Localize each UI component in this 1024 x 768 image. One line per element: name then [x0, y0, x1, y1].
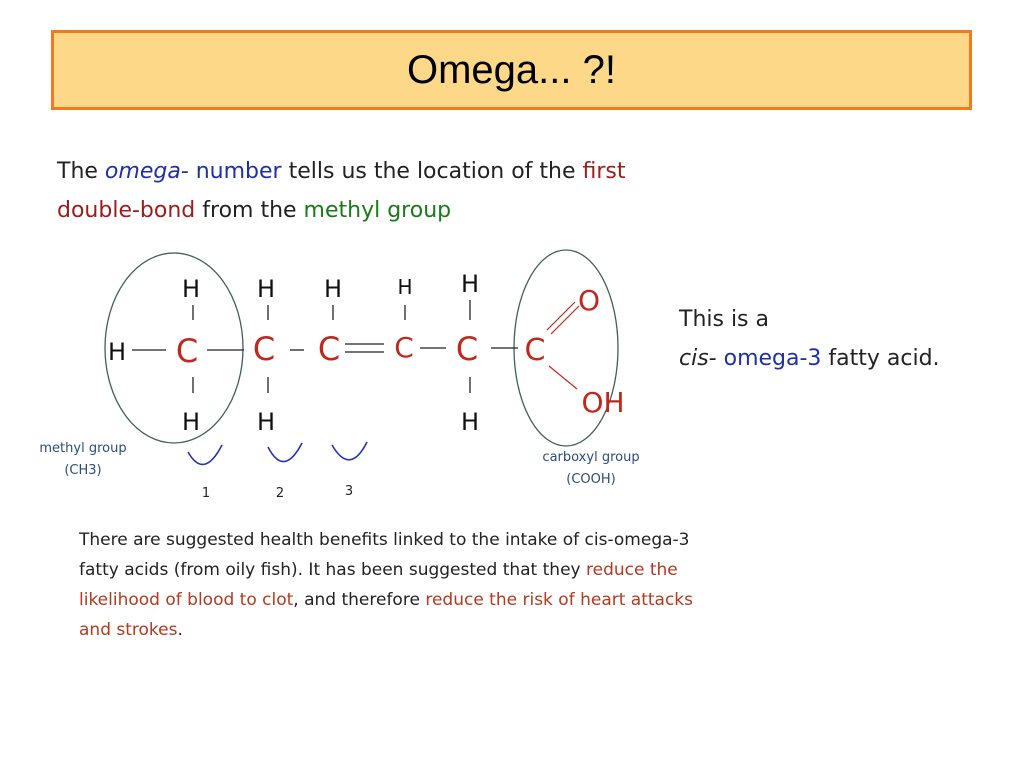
- hydrogen-c4-top: H: [397, 275, 413, 299]
- count-2: 2: [275, 486, 285, 501]
- acid-type-note: [679, 300, 940, 378]
- hydrogen-c5-bottom: H: [460, 408, 480, 436]
- hydrogen-c2-top: H: [256, 275, 276, 303]
- carboxyl-group-label: carboxyl group: [542, 450, 640, 465]
- count-numbers: [202, 484, 353, 501]
- carbon-6: C: [524, 333, 546, 368]
- note-omega-3: omega-3: [723, 346, 822, 371]
- slide-title: Omega... ?!: [407, 47, 616, 92]
- note-rest: fatty acid.: [821, 346, 940, 371]
- carbon-3: C: [317, 330, 341, 368]
- carbon-1: C: [175, 332, 199, 370]
- hydroxyl-group: OH: [581, 386, 625, 419]
- group-labels: [39, 441, 639, 487]
- c-o-double-bond-a: [547, 302, 575, 330]
- count-arc-2: [268, 443, 302, 462]
- hydrogen-left: H: [107, 338, 127, 366]
- intro-double-bond: double-bond: [57, 198, 196, 223]
- note-line-1: This is a: [679, 307, 769, 332]
- c-oh-bond: [549, 366, 577, 389]
- carboxyl-group-formula: (COOH): [566, 472, 616, 487]
- health-benefits-text: [79, 525, 719, 645]
- benefits-highlight-heart: reduce the risk of heart attacks and strokes: [79, 590, 694, 640]
- carbon-2: C: [252, 330, 276, 368]
- hydrogen-c5-top: H: [460, 270, 480, 298]
- carbon-4: C: [394, 331, 414, 364]
- carbon-5: C: [455, 330, 479, 368]
- intro-methyl-group: methyl group: [303, 198, 452, 223]
- count-arc-1: [188, 445, 222, 464]
- hydrogen-c1-top: H: [181, 275, 201, 303]
- intro-part: The: [57, 159, 105, 184]
- intro-omega: omega-: [104, 159, 189, 184]
- benefits-text-2: , and therefore: [293, 590, 426, 610]
- intro-number: number: [195, 159, 282, 184]
- methyl-group-formula: (CH3): [64, 463, 102, 478]
- intro-first: first: [582, 159, 626, 184]
- c-o-double-bond-b: [551, 306, 579, 334]
- benefits-text-3: .: [177, 620, 183, 640]
- hydrogen-c3-top: H: [323, 275, 343, 303]
- carboxyl-bonds: [547, 302, 579, 389]
- note-cis: cis-: [679, 346, 717, 371]
- intro-part: tells us the location of the: [281, 159, 583, 184]
- methyl-group-label: methyl group: [39, 441, 127, 456]
- count-1: 1: [201, 486, 211, 501]
- count-arc-3: [332, 442, 367, 460]
- count-3: 3: [344, 484, 354, 499]
- benefits-highlight-clot: reduce the likelihood of blood to clot: [79, 560, 678, 610]
- hydrogen-c1-bottom: H: [181, 408, 201, 436]
- hydrogen-atoms: [108, 270, 479, 436]
- benefits-text-1: There are suggested health benefits linked to the intake of cis-omega-3 fatty acids (from oily fish). It has been suggested that they: [79, 530, 690, 580]
- hydrogen-c2-bottom: H: [256, 408, 276, 436]
- intro-part: from the: [195, 198, 304, 223]
- oxygen-atom: O: [577, 284, 601, 317]
- count-arcs: [188, 442, 367, 464]
